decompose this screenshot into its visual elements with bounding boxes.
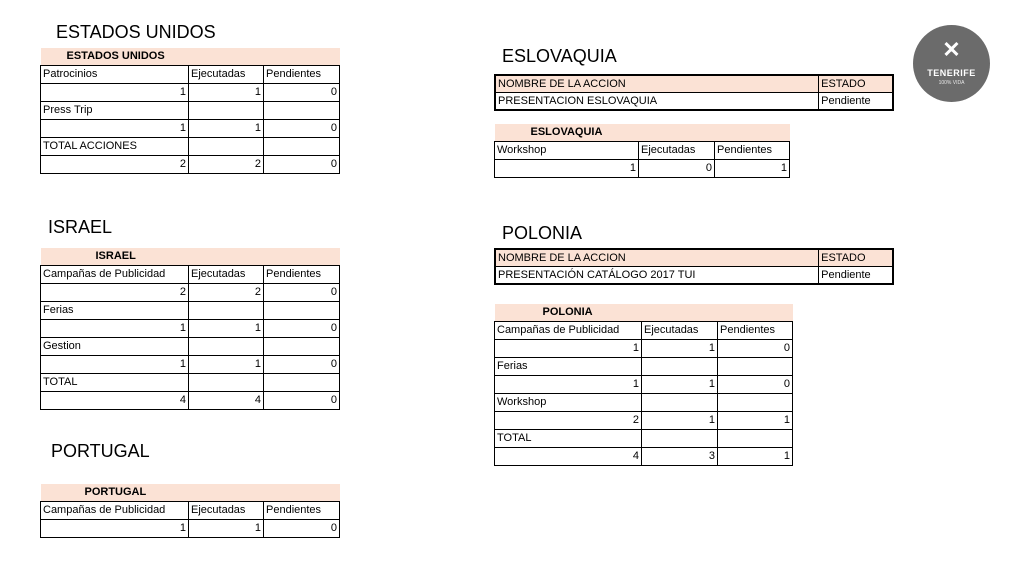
- cell-pendientes: 0: [718, 376, 793, 394]
- table-header-row: [41, 266, 340, 284]
- table-row: [495, 394, 793, 412]
- table-row: [495, 358, 793, 376]
- cell-total: 1: [41, 356, 189, 374]
- empty-cell: [264, 138, 340, 156]
- cell-pendientes: 0: [264, 284, 340, 302]
- table-estados-unidos: [40, 48, 340, 174]
- row-label: Campañas de Publicidad: [495, 322, 642, 340]
- col-accion: NOMBRE DE LA ACCION: [495, 75, 819, 93]
- col-pendientes: Pendientes: [264, 66, 340, 84]
- cell-total: 2: [41, 156, 189, 174]
- empty-cell: [264, 374, 340, 392]
- table-row: [41, 156, 340, 174]
- row-label: Workshop: [495, 142, 639, 160]
- table-row: [41, 320, 340, 338]
- col-estado: ESTADO: [819, 249, 893, 267]
- table-title: PORTUGAL: [41, 484, 340, 502]
- table-israel: [40, 248, 340, 410]
- row-label: Campañas de Publicidad: [41, 502, 189, 520]
- cell-total: 1: [495, 376, 642, 394]
- table-row: [41, 120, 340, 138]
- cell-total: 1: [495, 160, 639, 178]
- table-header-row: [41, 502, 340, 520]
- row-label: TOTAL: [495, 430, 642, 448]
- table-row: [41, 338, 340, 356]
- table-row: [41, 302, 340, 320]
- empty-cell: [189, 374, 264, 392]
- empty-cell: [642, 394, 718, 412]
- cell-pendientes: 0: [264, 156, 340, 174]
- logo-mark-icon: ✕: [942, 37, 961, 62]
- cell-pendientes: 0: [264, 320, 340, 338]
- table-portugal: [40, 484, 340, 538]
- actions-table-eslovaquia: [494, 74, 894, 111]
- table-row: [41, 520, 340, 538]
- cell-ejecutadas: 1: [189, 356, 264, 374]
- cell-ejecutadas: 1: [189, 120, 264, 138]
- table-title: ESLOVAQUIA: [495, 124, 790, 142]
- actions-header-row: [495, 249, 893, 267]
- cell-ejecutadas: 3: [642, 448, 718, 466]
- cell-total: 2: [41, 284, 189, 302]
- heading-israel: ISRAEL: [48, 217, 113, 237]
- cell-total: 1: [41, 320, 189, 338]
- action-row: [495, 93, 893, 111]
- row-label: Patrocinios: [41, 66, 189, 84]
- col-accion: NOMBRE DE LA ACCION: [495, 249, 819, 267]
- action-status: Pendiente: [819, 93, 893, 111]
- cell-pendientes: 0: [264, 392, 340, 410]
- cell-total: 4: [41, 392, 189, 410]
- cell-ejecutadas: 1: [642, 340, 718, 358]
- table-row: [41, 102, 340, 120]
- table-header-row: [495, 142, 790, 160]
- cell-ejecutadas: 1: [642, 412, 718, 430]
- logo-tagline: 100% VIDA: [938, 80, 965, 86]
- cell-pendientes: 0: [264, 520, 340, 538]
- action-name: PRESENTACION ESLOVAQUIA: [495, 93, 819, 111]
- col-ejecutadas: Ejecutadas: [642, 322, 718, 340]
- table-row: [495, 340, 793, 358]
- heading-portugal: PORTUGAL: [51, 441, 150, 461]
- table-header-row: [495, 322, 793, 340]
- table-row: [495, 160, 790, 178]
- cell-total: 1: [495, 340, 642, 358]
- empty-cell: [264, 302, 340, 320]
- table-row: [41, 374, 340, 392]
- table-row: [495, 430, 793, 448]
- cell-total: 1: [41, 520, 189, 538]
- cell-pendientes: 0: [264, 84, 340, 102]
- table-row: [495, 412, 793, 430]
- heading-polonia: POLONIA: [502, 223, 583, 243]
- cell-total: 4: [495, 448, 642, 466]
- cell-total: 1: [41, 120, 189, 138]
- cell-pendientes: 1: [715, 160, 790, 178]
- cell-ejecutadas: 2: [189, 284, 264, 302]
- empty-cell: [189, 138, 264, 156]
- col-pendientes: Pendientes: [264, 266, 340, 284]
- heading-eslovaquia: ESLOVAQUIA: [502, 46, 617, 66]
- row-label: Ferias: [495, 358, 642, 376]
- table-row: [41, 84, 340, 102]
- row-label: TOTAL: [41, 374, 189, 392]
- table-title: POLONIA: [495, 304, 793, 322]
- action-name: PRESENTACIÓN CATÁLOGO 2017 TUI: [495, 267, 819, 285]
- table-polonia: [494, 304, 793, 466]
- row-label: Workshop: [495, 394, 642, 412]
- cell-ejecutadas: 1: [189, 84, 264, 102]
- table-row: [41, 284, 340, 302]
- table-eslovaquia: [494, 124, 790, 178]
- cell-total: 1: [41, 84, 189, 102]
- empty-cell: [642, 430, 718, 448]
- table-row: [41, 138, 340, 156]
- empty-cell: [642, 358, 718, 376]
- col-estado: ESTADO: [819, 75, 893, 93]
- cell-pendientes: 1: [718, 412, 793, 430]
- col-ejecutadas: Ejecutadas: [189, 66, 264, 84]
- col-pendientes: Pendientes: [718, 322, 793, 340]
- empty-cell: [189, 338, 264, 356]
- row-label: Gestion: [41, 338, 189, 356]
- action-status: Pendiente: [819, 267, 893, 285]
- cell-ejecutadas: 2: [189, 156, 264, 174]
- heading-estados-unidos: ESTADOS UNIDOS: [56, 22, 216, 42]
- actions-header-row: [495, 75, 893, 93]
- col-pendientes: Pendientes: [715, 142, 790, 160]
- empty-cell: [189, 302, 264, 320]
- action-row: [495, 267, 893, 285]
- row-label: Campañas de Publicidad: [41, 266, 189, 284]
- table-row: [41, 392, 340, 410]
- empty-cell: [264, 102, 340, 120]
- empty-cell: [718, 358, 793, 376]
- cell-pendientes: 0: [264, 120, 340, 138]
- empty-cell: [718, 394, 793, 412]
- tenerife-logo: [913, 25, 990, 102]
- cell-ejecutadas: 0: [639, 160, 715, 178]
- table-header-row: [41, 66, 340, 84]
- empty-cell: [189, 102, 264, 120]
- cell-pendientes: 1: [718, 448, 793, 466]
- cell-pendientes: 0: [718, 340, 793, 358]
- table-row: [495, 376, 793, 394]
- table-title: ESTADOS UNIDOS: [41, 48, 340, 66]
- cell-ejecutadas: 1: [642, 376, 718, 394]
- col-ejecutadas: Ejecutadas: [189, 266, 264, 284]
- row-label: Press Trip: [41, 102, 189, 120]
- empty-cell: [264, 338, 340, 356]
- logo-name: TENERIFE: [927, 68, 976, 78]
- actions-table-polonia: [494, 248, 894, 285]
- col-pendientes: Pendientes: [264, 502, 340, 520]
- cell-ejecutadas: 4: [189, 392, 264, 410]
- table-row: [41, 356, 340, 374]
- cell-total: 2: [495, 412, 642, 430]
- col-ejecutadas: Ejecutadas: [189, 502, 264, 520]
- cell-ejecutadas: 1: [189, 320, 264, 338]
- row-label: TOTAL ACCIONES: [41, 138, 189, 156]
- cell-pendientes: 0: [264, 356, 340, 374]
- row-label: Ferias: [41, 302, 189, 320]
- empty-cell: [718, 430, 793, 448]
- table-title: ISRAEL: [41, 248, 340, 266]
- cell-ejecutadas: 1: [189, 520, 264, 538]
- table-row: [495, 448, 793, 466]
- col-ejecutadas: Ejecutadas: [639, 142, 715, 160]
